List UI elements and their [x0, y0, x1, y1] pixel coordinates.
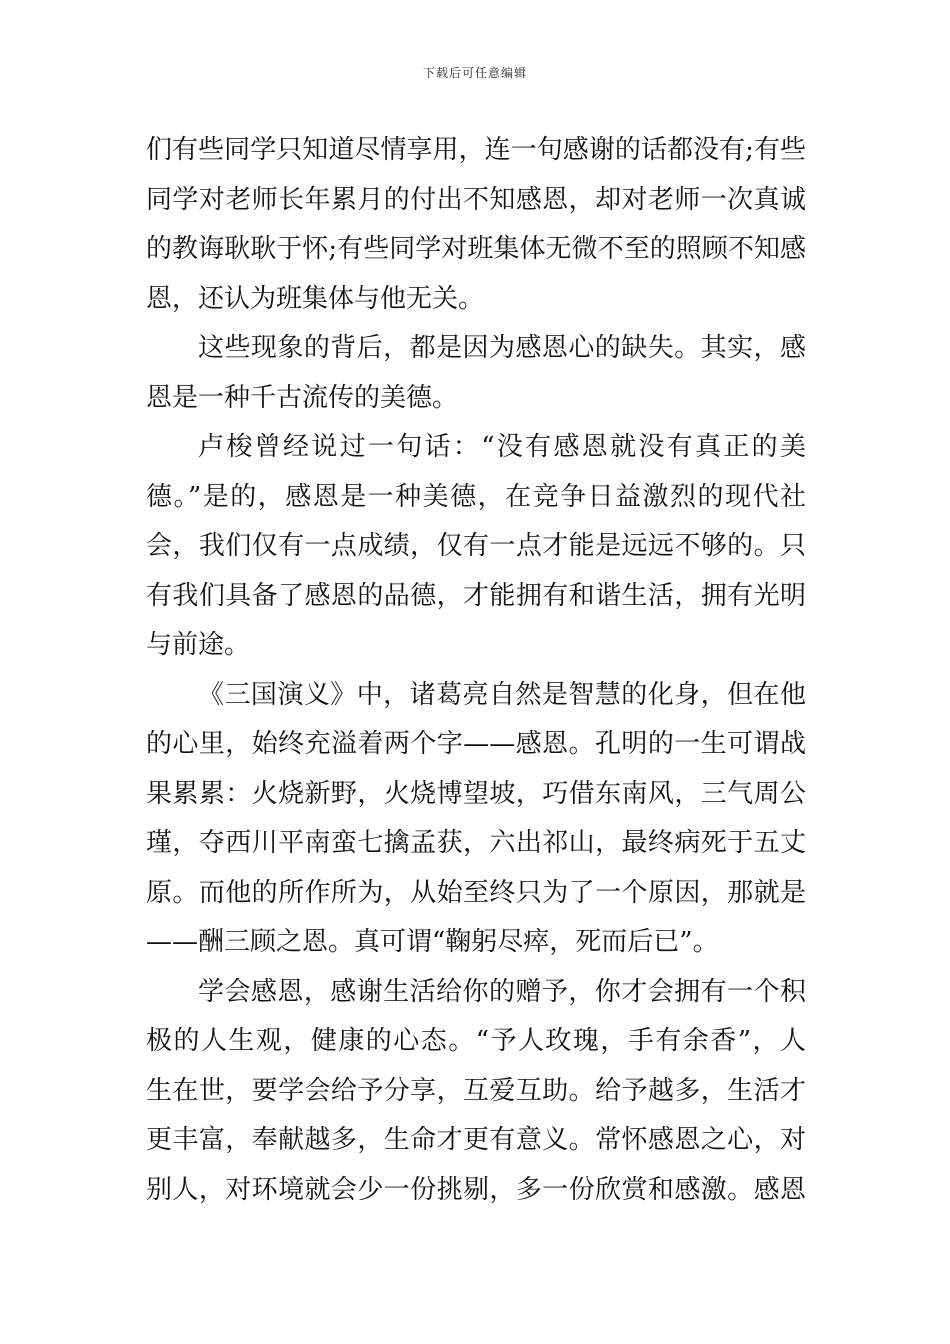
text-line: 生在世，要学会给予分享，互爱互助。给予越多，生活才 [146, 1075, 806, 1106]
text-line: 果累累：火烧新野，火烧博望坡，巧借东南风，三气周公 [146, 778, 806, 809]
page-header: 下载后可任意编辑 [422, 66, 527, 80]
text-line: 们有些同学只知道尽情享用，连一句感谢的话都没有;有些 [146, 135, 806, 165]
text-line: 的教诲耿耿于怀;有些同学对班集体无微不至的照顾不知感 [146, 234, 806, 264]
text-line: 《三国演义》中，诸葛亮自然是智慧的化身，但在他 [198, 679, 806, 710]
text-line: 别人，对环境就会少一份挑剔，多一份欣赏和感激。感恩 [146, 1174, 806, 1205]
text-line: 这些现象的背后，都是因为感恩心的缺失。其实，感 [198, 333, 806, 363]
text-line: 极的人生观，健康的心态。“予人玫瑰，手有余香”，人 [146, 1026, 806, 1056]
text-line: 卢梭曾经说过一句话：“没有感恩就没有真正的美 [198, 432, 806, 462]
text-line: 与前途。 [146, 630, 251, 660]
text-line: 会，我们仅有一点成绩，仅有一点才能是远远不够的。只 [146, 531, 806, 561]
text-line: 同学对老师长年累月的付出不知感恩，却对老师一次真诚 [146, 184, 806, 215]
text-line: 的心里，始终充溢着两个字——感恩。孔明的一生可谓战 [146, 729, 806, 759]
text-line: 瑾，夺西川平南蛮七擒孟获，六出祁山，最终病死于五丈 [146, 828, 806, 858]
text-line: 学会感恩，感谢生活给你的赠予，你才会拥有一个积 [198, 976, 806, 1007]
text-line: 更丰富，奉献越多，生命才更有意义。常怀感恩之心，对 [146, 1125, 806, 1155]
text-line: 德。”是的，感恩是一种美德，在竞争日益激烈的现代社 [146, 481, 806, 512]
text-line: ——酬三顾之恩。真可谓“鞠躬尽瘁，死而后已”。 [146, 927, 719, 957]
document-body [146, 126, 806, 1215]
text-line: 有我们具备了感恩的品德，才能拥有和谐生活，拥有光明 [146, 580, 806, 611]
text-line: 原。而他的所作所为，从始至终只为了一个原因，那就是 [146, 877, 806, 908]
text-line: 恩，还认为班集体与他无关。 [146, 283, 485, 314]
text-line: 恩是一种千古流传的美德。 [146, 382, 459, 413]
